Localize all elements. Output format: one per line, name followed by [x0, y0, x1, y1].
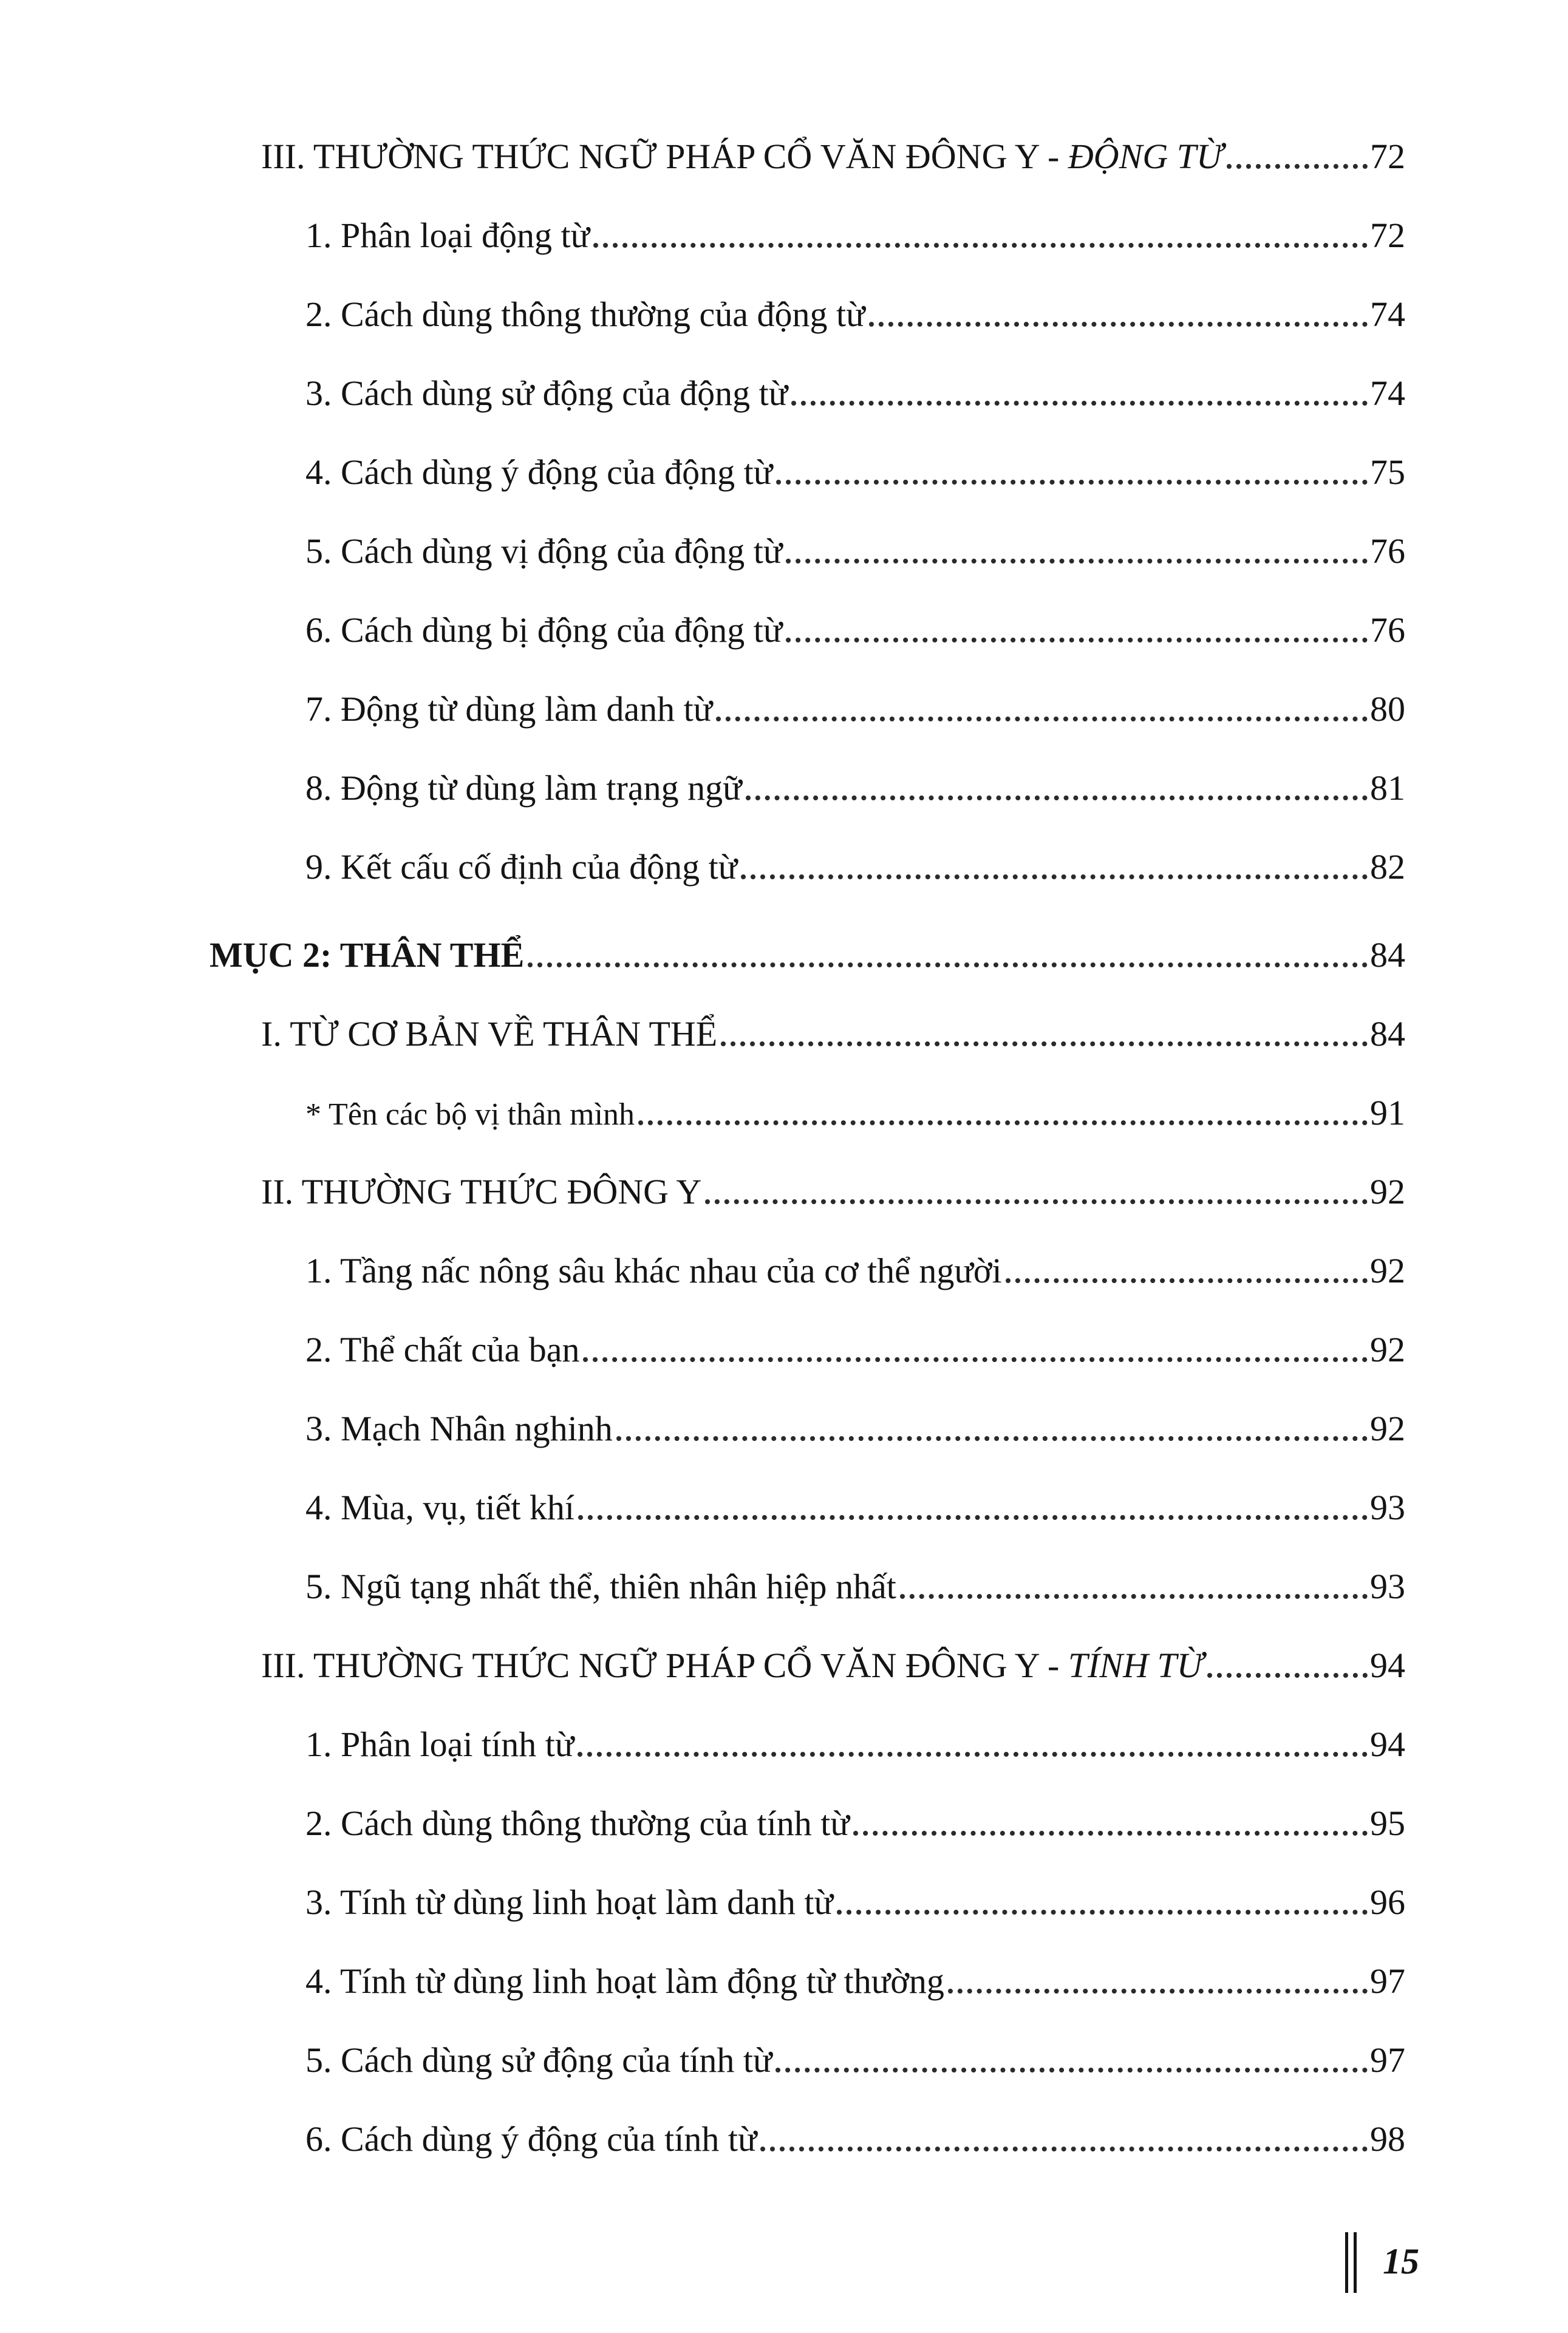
- toc-entry-title: 5. Cách dùng sử động của tính từ: [305, 2040, 772, 2080]
- toc-entry[interactable]: [261, 112, 1405, 179]
- toc-entry[interactable]: [305, 2095, 1405, 2162]
- toc-entry-page: 74: [1370, 295, 1405, 334]
- toc-entry[interactable]: [305, 1700, 1405, 1767]
- dot-leader: [1006, 1278, 1368, 1283]
- dot-leader: [786, 638, 1368, 642]
- toc-entry[interactable]: [305, 1384, 1405, 1451]
- toc-entry[interactable]: [305, 1858, 1405, 1925]
- toc-entry[interactable]: [261, 1621, 1405, 1688]
- dot-leader: [578, 1515, 1368, 1520]
- toc-entry[interactable]: [305, 1542, 1405, 1609]
- toc-entry[interactable]: [261, 990, 1405, 1057]
- toc-entry-title: 1. Tầng nấc nông sâu khác nhau của cơ thể người: [305, 1251, 1002, 1290]
- toc-entry[interactable]: [305, 744, 1405, 811]
- dot-leader: [776, 480, 1368, 485]
- toc-entry[interactable]: [305, 1779, 1405, 1846]
- toc-entry-page: 92: [1370, 1330, 1405, 1369]
- toc-entry[interactable]: [305, 428, 1405, 495]
- dot-leader: [948, 1989, 1368, 1994]
- toc-entry[interactable]: [305, 586, 1405, 653]
- toc-entry[interactable]: [305, 1463, 1405, 1530]
- toc-entry[interactable]: [305, 2016, 1405, 2083]
- toc-entry[interactable]: [305, 1227, 1405, 1293]
- toc-entry-title: 2. Cách dùng thông thường của động từ: [305, 295, 865, 334]
- toc-entry-title: 1. Phân loại động từ: [305, 216, 590, 255]
- toc-entry[interactable]: [305, 1069, 1405, 1136]
- toc-entry-title: II. THƯỜNG THỨC ĐÔNG Y: [261, 1172, 702, 1211]
- page-number: 15: [1383, 2241, 1419, 2281]
- footer-rule: [1354, 2232, 1357, 2293]
- toc-entry-page: 74: [1370, 373, 1405, 413]
- toc-entry-title: I. TỪ CƠ BẢN VỀ THÂN THỂ: [261, 1014, 718, 1054]
- toc-entry[interactable]: [261, 1148, 1405, 1214]
- dot-leader: [528, 962, 1368, 967]
- toc-entry-page: 92: [1370, 1251, 1405, 1290]
- dot-leader: [775, 2068, 1368, 2072]
- toc-entry-page: 80: [1370, 689, 1405, 729]
- dot-leader: [638, 1120, 1368, 1125]
- toc-entry-title: 7. Động từ dùng làm danh từ: [305, 689, 713, 729]
- toc-entry-page: 92: [1370, 1409, 1405, 1448]
- toc-entry-page: 76: [1370, 610, 1405, 650]
- toc-entry-page: 97: [1370, 1961, 1405, 2001]
- toc-entry-page: 91: [1370, 1093, 1405, 1132]
- toc-entry[interactable]: [305, 349, 1405, 416]
- toc-entry-title: 8. Động từ dùng làm trạng ngữ: [305, 768, 742, 808]
- toc-entry-title: MỤC 2: THÂN THỂ: [210, 935, 525, 975]
- toc-entry-title: 4. Tính từ dùng linh hoạt làm động từ thường: [305, 1961, 944, 2001]
- toc-entry-page: 76: [1370, 531, 1405, 571]
- dot-leader: [1207, 1673, 1368, 1678]
- toc-entry[interactable]: [305, 1937, 1405, 2004]
- dot-leader: [578, 1752, 1368, 1757]
- toc-entry-page: 82: [1370, 847, 1405, 887]
- dot-leader: [746, 795, 1368, 800]
- page-footer: [1345, 2232, 1442, 2293]
- toc-entry-page: 75: [1370, 452, 1405, 492]
- toc-entry-title: 2. Cách dùng thông thường của tính từ: [305, 1803, 850, 1843]
- toc-entry[interactable]: [305, 191, 1405, 258]
- toc-entry-page: 95: [1370, 1803, 1405, 1843]
- toc-entry-title: III. THƯỜNG THỨC NGỮ PHÁP CỔ VĂN ĐÔNG Y - ĐỘNG TỪ: [261, 137, 1223, 176]
- toc-entry-title: 5. Cách dùng vị động của động từ: [305, 531, 783, 571]
- toc-entry[interactable]: [305, 1306, 1405, 1372]
- dot-leader: [869, 322, 1368, 327]
- toc-entry-title: 4. Cách dùng ý động của động từ: [305, 452, 773, 492]
- toc-entry-title: 6. Cách dùng bị động của động từ: [305, 610, 783, 650]
- toc-entry-page: 72: [1370, 137, 1405, 176]
- toc-entry-title: III. THƯỜNG THỨC NGỮ PHÁP CỔ VĂN ĐÔNG Y - TÍNH TỪ: [261, 1646, 1204, 1685]
- dot-leader: [791, 401, 1368, 406]
- toc-entry-page: 96: [1370, 1882, 1405, 1922]
- toc-entry-page: 93: [1370, 1567, 1405, 1606]
- toc-entry-page: 94: [1370, 1725, 1405, 1764]
- dot-leader: [853, 1831, 1368, 1836]
- toc-entry-page: 81: [1370, 768, 1405, 808]
- dot-leader: [741, 874, 1368, 879]
- toc-entry-page: 84: [1370, 1014, 1405, 1054]
- toc-entry-page: 84: [1370, 935, 1405, 975]
- dot-leader: [716, 717, 1368, 721]
- toc-section-heading[interactable]: [210, 911, 1405, 978]
- toc-entry[interactable]: [305, 665, 1405, 732]
- toc-entry-title: 3. Mạch Nhân nghinh: [305, 1409, 613, 1448]
- toc-entry-page: 98: [1370, 2119, 1405, 2159]
- dot-leader: [593, 243, 1368, 248]
- toc-entry-page: 97: [1370, 2040, 1405, 2080]
- toc-entry-title: 6. Cách dùng ý động của tính từ: [305, 2119, 757, 2159]
- toc-entry[interactable]: [305, 507, 1405, 574]
- toc-entry[interactable]: [305, 823, 1405, 890]
- toc-entry[interactable]: [305, 270, 1405, 337]
- toc-entry-title: 2. Thể chất của bạn: [305, 1330, 580, 1369]
- dot-leader: [786, 559, 1368, 564]
- dot-leader: [721, 1041, 1368, 1046]
- toc-entry-title: 9. Kết cấu cố định của động từ: [305, 847, 738, 887]
- toc-entry-title: 5. Ngũ tạng nhất thể, thiên nhân hiệp nhất: [305, 1567, 896, 1606]
- dot-leader: [837, 1910, 1368, 1915]
- dot-leader: [705, 1199, 1368, 1204]
- toc-entry-title: 1. Phân loại tính từ: [305, 1725, 574, 1764]
- toc-entry-page: 93: [1370, 1488, 1405, 1527]
- toc-entry-title: 3. Tính từ dùng linh hoạt làm danh từ: [305, 1882, 833, 1922]
- footer-rule: [1345, 2232, 1348, 2293]
- dot-leader: [616, 1436, 1368, 1441]
- toc-entry-page: 92: [1370, 1172, 1405, 1211]
- toc-entry-title: 3. Cách dùng sử động của động từ: [305, 373, 788, 413]
- dot-leader: [1227, 164, 1368, 169]
- dot-leader: [900, 1594, 1368, 1599]
- toc-entry-title: 4. Mùa, vụ, tiết khí: [305, 1488, 575, 1527]
- dot-leader: [760, 2147, 1368, 2151]
- toc-entry-page: 94: [1370, 1646, 1405, 1685]
- dot-leader: [583, 1357, 1368, 1362]
- toc-entry-page: 72: [1370, 216, 1405, 255]
- toc-entry-title: * Tên các bộ vị thân mình: [305, 1097, 635, 1132]
